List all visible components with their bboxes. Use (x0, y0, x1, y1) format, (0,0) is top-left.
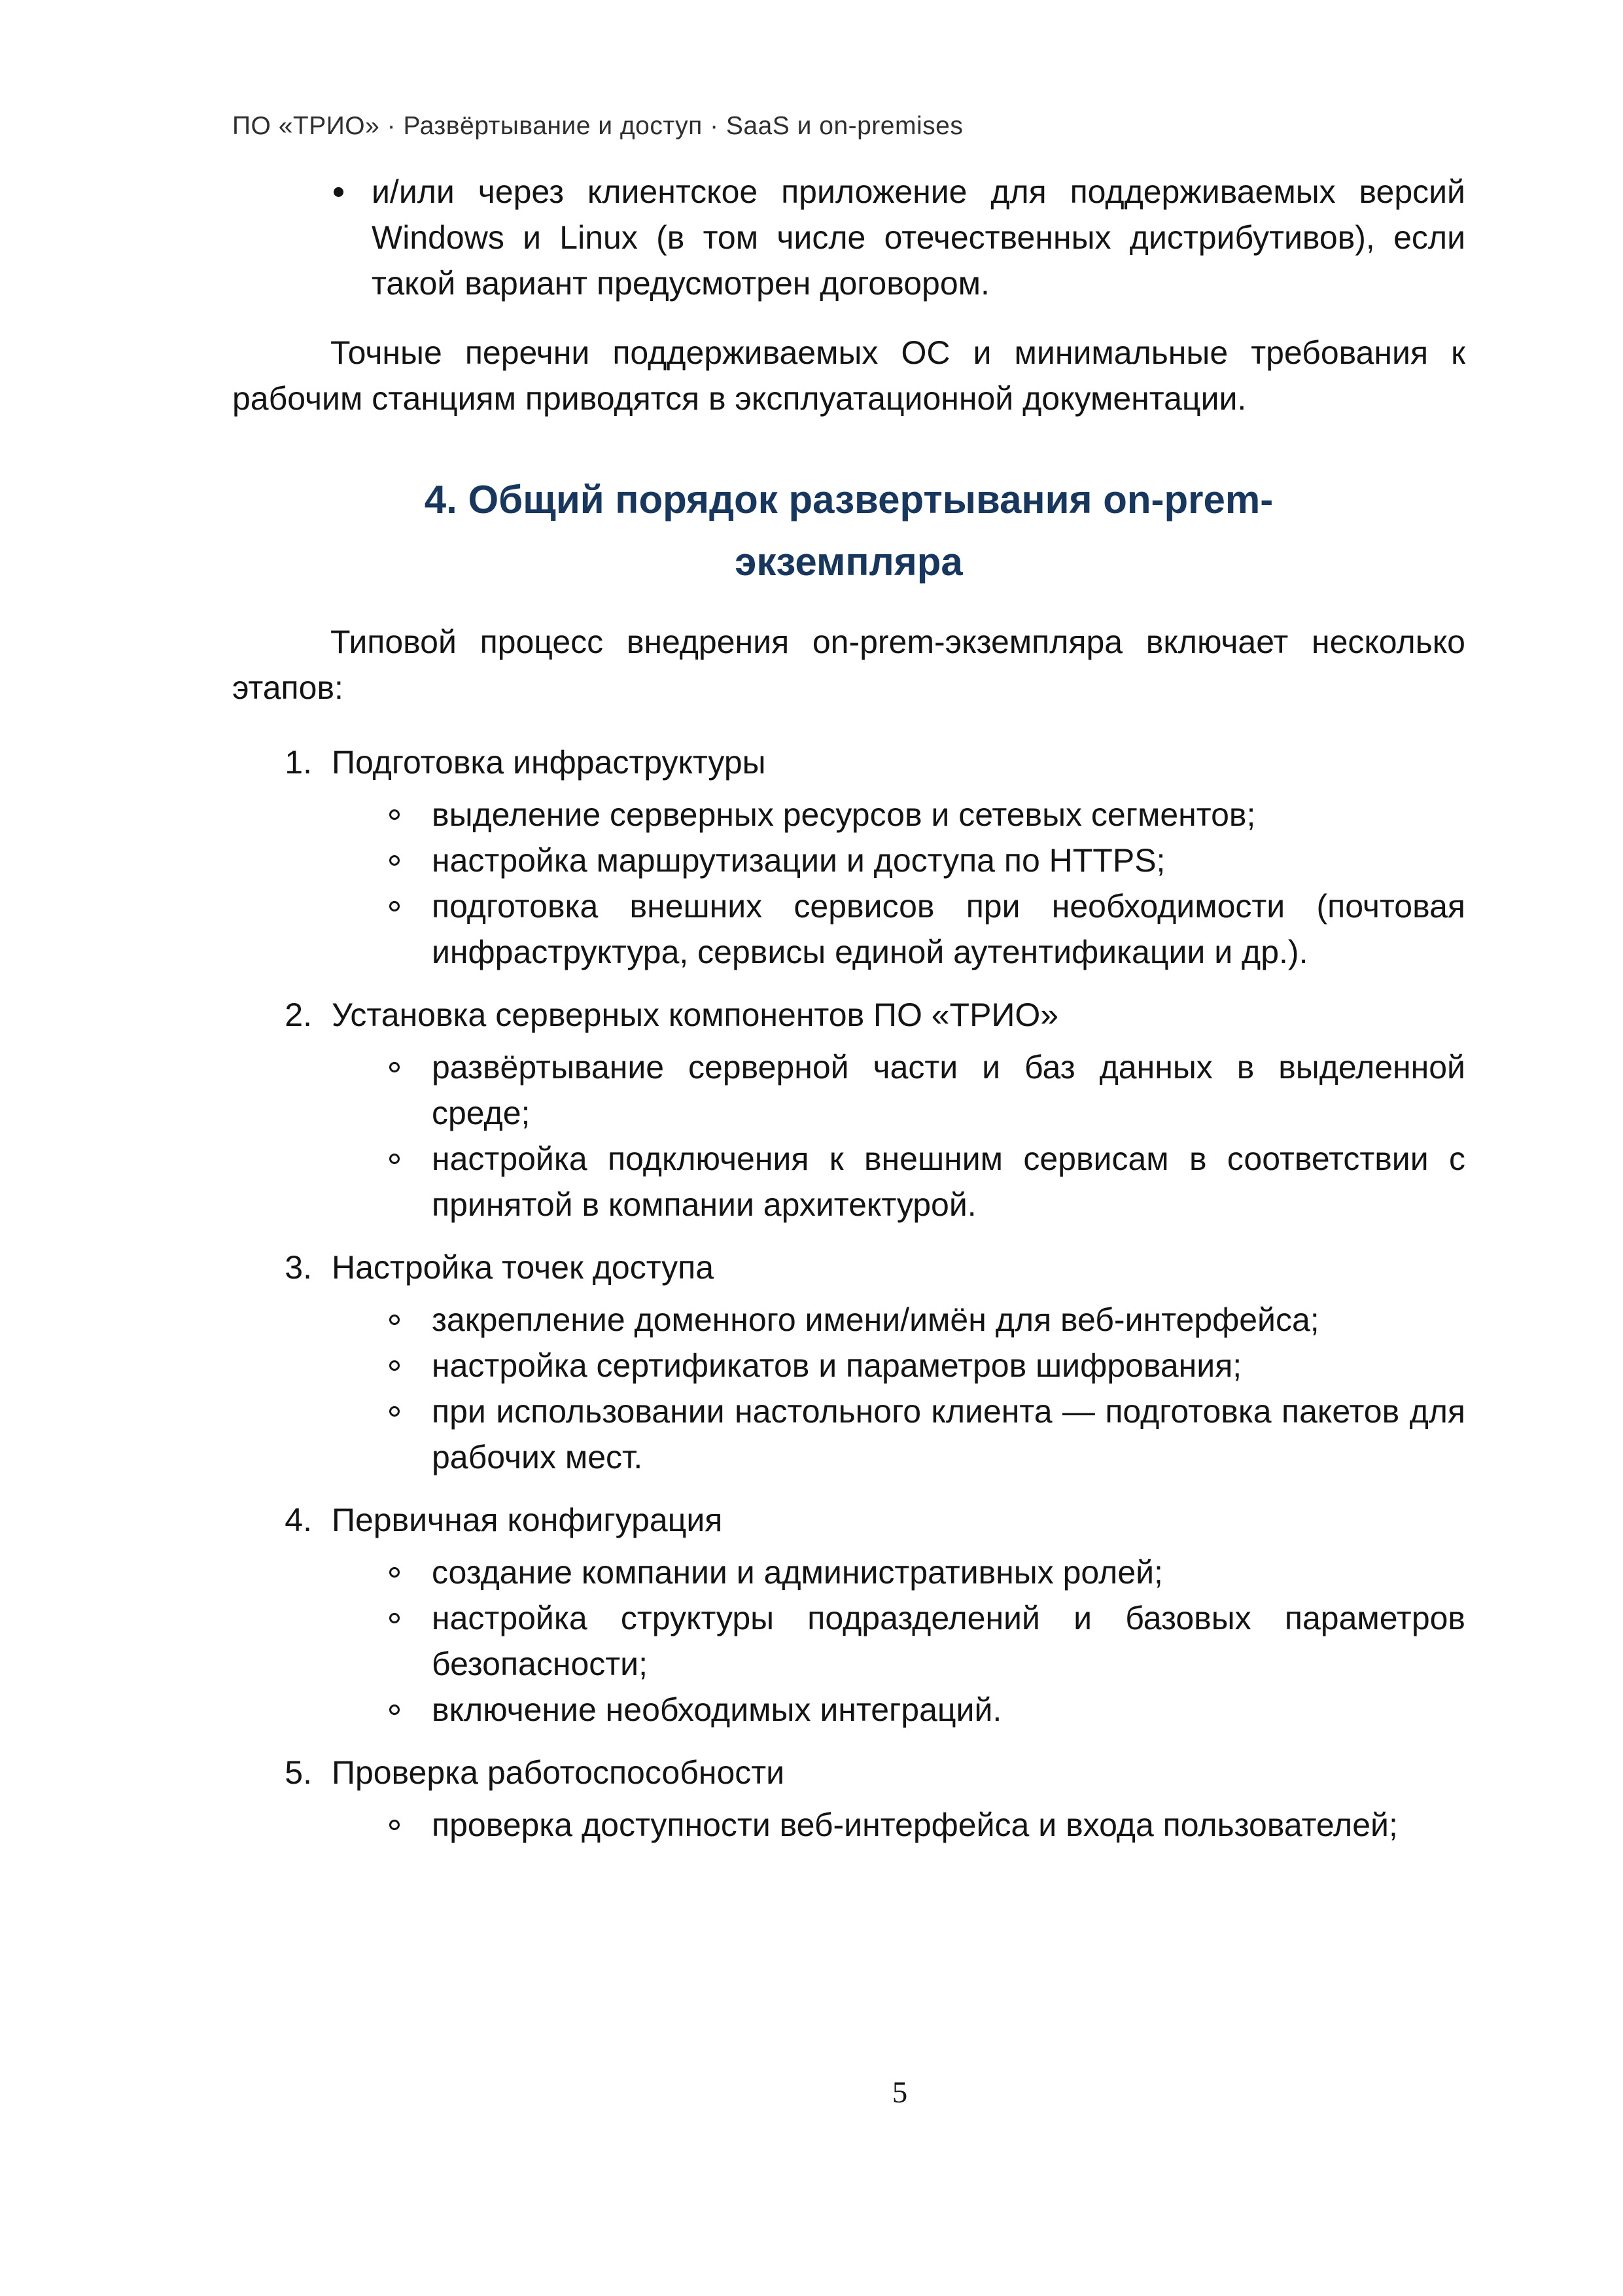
substep-text: подготовка внешних сервисов при необходимости (почтовая инфраструктура, сервисы единой аутентификации и др.). (432, 888, 1465, 970)
circle-bullet-icon (389, 883, 432, 911)
running-title: ПО «ТРИО» · Развёртывание и доступ · SaaS и on-premises (232, 112, 964, 140)
circle-bullet-icon (389, 1595, 432, 1623)
circle-bullet-icon (389, 1297, 432, 1325)
substep-item (389, 1297, 1465, 1343)
step-number: 5. (285, 1754, 312, 1791)
step-title: Первичная конфигурация (332, 1502, 723, 1538)
section-heading: 4. Общий порядок развертывания on-prem-экземпляра (424, 478, 1274, 584)
step-head (232, 992, 1465, 1038)
substep-text: выделение серверных ресурсов и сетевых сегментов; (432, 796, 1256, 833)
circle-bullet-icon (389, 838, 432, 866)
substep-item (389, 1044, 1465, 1136)
substep-list (232, 792, 1465, 975)
step-head (232, 1497, 1465, 1543)
step-number: 4. (285, 1502, 312, 1538)
substep-text: включение необходимых интеграций. (432, 1691, 1002, 1728)
substep-list (232, 1549, 1465, 1733)
list-item (334, 169, 1465, 306)
step-head (232, 1750, 1465, 1795)
substep-item (389, 1388, 1465, 1480)
substep-text: настройка сертификатов и параметров шифрования; (432, 1347, 1242, 1384)
substep-text: закрепление доменного имени/имён для веб-интерфейса; (432, 1301, 1319, 1338)
circle-bullet-icon (389, 1343, 432, 1371)
substep-text: при использовании настольного клиента — подготовка пакетов для рабочих мест. (432, 1393, 1465, 1475)
step-number: 2. (285, 997, 312, 1033)
substep-list (232, 1802, 1465, 1848)
substep-text: настройка подключения к внешним сервисам в соответствии с принятой в компании архитектурой. (432, 1140, 1465, 1223)
paragraph-os-requirements: Точные перечни поддерживаемых ОС и минимальные требования к рабочим станциям приводятся в эксплуатационной документации. (232, 334, 1465, 417)
paragraph-section-intro: Типовой процесс внедрения on-prem-экземпляра включает несколько этапов: (232, 624, 1465, 706)
substep-item (389, 1136, 1465, 1227)
circle-bullet-icon (389, 1687, 432, 1715)
substep-item (389, 1343, 1465, 1388)
page-footer (0, 2068, 1623, 2114)
substep-item (389, 1802, 1465, 1848)
step-item (232, 1245, 1465, 1480)
step-title: Настройка точек доступа (332, 1249, 714, 1286)
circle-bullet-icon (389, 1388, 432, 1417)
step-item (232, 1497, 1465, 1733)
substep-text: настройка структуры подразделений и базовых параметров безопасности; (432, 1600, 1465, 1682)
document-body (232, 169, 1465, 1848)
substep-item (389, 1549, 1465, 1595)
step-title: Установка серверных компонентов ПО «ТРИО» (332, 997, 1059, 1033)
substep-item (389, 838, 1465, 883)
circle-bullet-icon (389, 1549, 432, 1578)
step-title: Проверка работоспособности (332, 1754, 785, 1791)
step-number: 3. (285, 1249, 312, 1286)
circle-bullet-icon (389, 1044, 432, 1072)
step-number: 1. (285, 744, 312, 781)
step-head (232, 1245, 1465, 1290)
bullet-list (232, 169, 1465, 306)
substep-item (389, 792, 1465, 838)
substep-text: создание компании и административных ролей; (432, 1554, 1163, 1591)
substep-text: настройка маршрутизации и доступа по HTTPS; (432, 842, 1166, 879)
substep-text: развёртывание серверной части и баз данных в выделенной среде; (432, 1049, 1465, 1131)
substep-text: проверка доступности веб-интерфейса и входа пользователей; (432, 1807, 1398, 1843)
substep-list (232, 1297, 1465, 1480)
substep-item (389, 1687, 1465, 1733)
circle-bullet-icon (389, 1802, 432, 1830)
page-header (232, 110, 1465, 143)
steps-list (232, 739, 1465, 1848)
page-number: 5 (892, 2075, 908, 2110)
step-item (232, 992, 1465, 1227)
step-title: Подготовка инфраструктуры (332, 744, 766, 781)
step-head (232, 739, 1465, 785)
bullet-icon (334, 169, 372, 197)
substep-list (232, 1044, 1465, 1227)
bullet-text: и/или через клиентское приложение для поддерживаемых версий Windows и Linux (в том числе отечественных дистрибутивов), если такой вариант предусмотрен договором. (372, 173, 1465, 302)
circle-bullet-icon (389, 792, 432, 820)
substep-item (389, 1595, 1465, 1687)
step-item (232, 1750, 1465, 1848)
step-item (232, 739, 1465, 975)
substep-item (389, 883, 1465, 975)
circle-bullet-icon (389, 1136, 432, 1164)
